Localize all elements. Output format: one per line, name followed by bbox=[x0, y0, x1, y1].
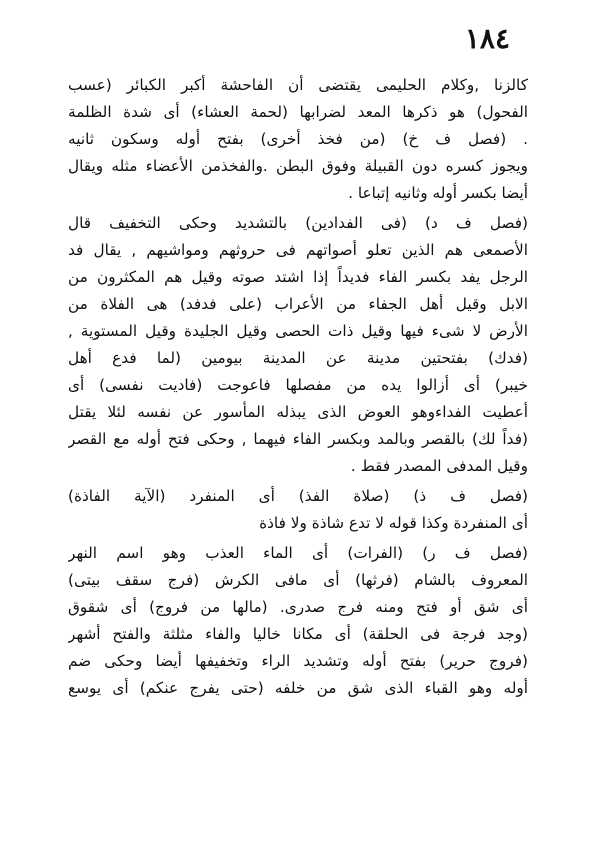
text-line: (وجد فرجة فى الحلقة) أى مكانا خاليا والفاء مثلثة والفتح أشهر bbox=[68, 625, 528, 643]
text-line: . (فصل ف خ) (من فخذ أخرى) بفتح أوله وسكون ثانيه bbox=[68, 130, 528, 148]
text-line: كالزنا ,وكلام الحليمى يقتضى أن الفاحشة أكبر الكبائر (عسب bbox=[68, 76, 528, 94]
text-line: الأصمعى هم الذين تعلو أصواتهم فى حروثهم ومواشيهم , يقال فد bbox=[68, 241, 528, 259]
page-number: ١٨٤ bbox=[464, 22, 510, 55]
text-line: المعروف بالشام (فرثها) أى مافى الكرش (فرج سقف بيتى) bbox=[68, 571, 528, 589]
text-line: (فصل ف ر) (الفرات) أى الماء العذب وهو اسم النهر bbox=[68, 544, 528, 562]
text-line: (فصل ف ذ) (صلاة الفذ) أى المنفرد (الآية الفاذة) bbox=[68, 487, 528, 505]
text-line: الأرض لا شىء فيها وقيل ذات الحصى وقيل الجليدة وقيل المستوية , bbox=[68, 322, 528, 340]
text-line: خيبر) أى أزالوا يده من مفصلها فاعوجت (فاديت نفسى) أى bbox=[68, 376, 528, 394]
text-line: الرجل يفد بكسر الفاء فديداً إذا اشتد صوته وقيل هم المكثرون من bbox=[68, 268, 528, 286]
text-line: أى شق أو فتح ومنه فرج صدرى. (مالها من فروج) أى شقوق bbox=[68, 598, 528, 616]
text-line: الابل وقيل أهل الجفاء من الأعراب (على فدفد) هى الفلاة من bbox=[68, 295, 528, 313]
text-line: أعطيت الفداءوهو العوض الذى يبذله المأسور عن نفسه لئلا يقتل bbox=[68, 403, 528, 421]
text-line: (فروج حرير) بفتح أوله وتشديد الراء وتخفيفها أيضا وحكى ضم bbox=[68, 652, 528, 670]
text-line: ويجوز كسره دون القبيلة وفوق البطن .والفخذمن الأعضاء مثله ويقال bbox=[68, 157, 528, 175]
text-line: (فصل ف د) (فى الفدادين) بالتشديد وحكى التخفيف قال bbox=[68, 214, 528, 232]
text-line: الفحول) هو ذكرها المعد لضرابها (لحمة العشاء) أى شدة الظلمة bbox=[68, 103, 528, 121]
text-line: وقيل المدفى المصدر فقط . bbox=[350, 457, 528, 475]
text-line: (فدك) بفتحتين مدينة عن المدينة بيومين (لما فدع أهل bbox=[68, 349, 528, 367]
text-line: أوله وهو القباء الذى شق من خلفه (حتى يفرج عنكم) أى يوسع bbox=[68, 679, 528, 697]
text-line: أى المنفردة وكذا قوله لا تدع شاذة ولا فاذة bbox=[259, 514, 528, 532]
text-line: أيضا بكسر أوله وثانيه إتباعا . bbox=[348, 184, 528, 202]
body-text bbox=[68, 72, 528, 702]
text-line: (فداً لك) بالقصر وبالمد وبكسر الفاء فيهما , وحكى فتح أوله مع القصر bbox=[68, 430, 528, 448]
